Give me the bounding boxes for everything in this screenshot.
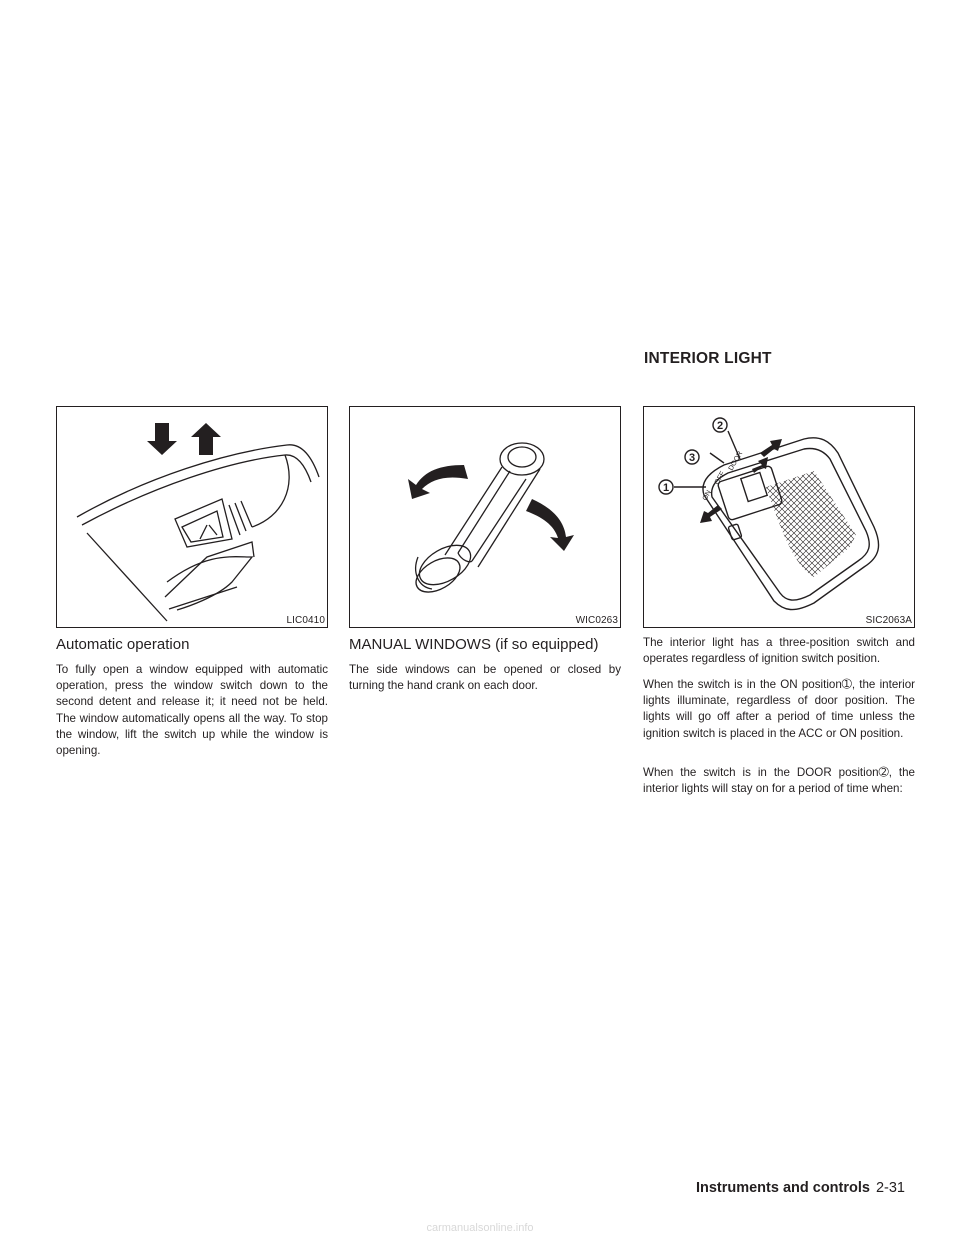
figure-window-switch [56,406,328,628]
text-fragment: When the switch is in the DOOR position [643,766,879,779]
window-switch-illustration [57,407,327,627]
callout-ref-2: ➁ [878,765,889,779]
figure-code: SIC2063A [865,615,912,626]
automatic-operation-text: To fully open a window equipped with automatic operation, press the window switch down to the second detent and release it; it need not be held. The window automatically opens all the way. To stop the window, lift the switch up while the window is opening. [56,663,328,758]
callout-ref-1: ➀ [841,677,852,691]
figure-hand-crank [349,406,621,628]
footer-section-name: Instruments and controls [695,1180,870,1196]
callout-1: 1 [662,482,670,494]
figure-code: WIC0263 [575,615,618,626]
switch-label-off: OFF [713,470,727,486]
switch-label-on: ON [701,489,713,502]
interior-light-text-1: The interior light has a three-position switch and operates regardless of ignition switch position. [643,636,915,666]
text-fragment: , the interior lights illuminate, regardless of door position. The lights will go off after a period of time unless the ignition switch is placed in the ACC or ON position. [643,678,916,740]
callout-3: 3 [688,452,696,464]
interior-light-text-2 [643,676,915,742]
text-fragment: , the interior lights will stay on for a period of time when: [643,766,916,796]
page-number: 2-31 [875,1180,905,1196]
hand-crank-illustration [350,407,620,627]
page-footer [696,1180,905,1196]
section-title: INTERIOR LIGHT [644,350,772,367]
automatic-operation-heading: Automatic operation [56,636,190,653]
figure-code: LIC0410 [286,615,325,626]
switch-label-door: DOOR [727,450,745,472]
interior-light-text-3 [643,764,915,797]
callout-2: 2 [716,420,724,432]
watermark: carmanualsonline.info [426,1222,534,1234]
figure-interior-light-switch [643,406,915,628]
manual-windows-text: The side windows can be opened or closed by turning the hand crank on each door. [349,663,621,693]
text-fragment: When the switch is in the ON position [643,678,842,691]
interior-light-illustration [644,407,914,627]
manual-windows-heading: MANUAL WINDOWS (if so equipped) [349,636,599,653]
